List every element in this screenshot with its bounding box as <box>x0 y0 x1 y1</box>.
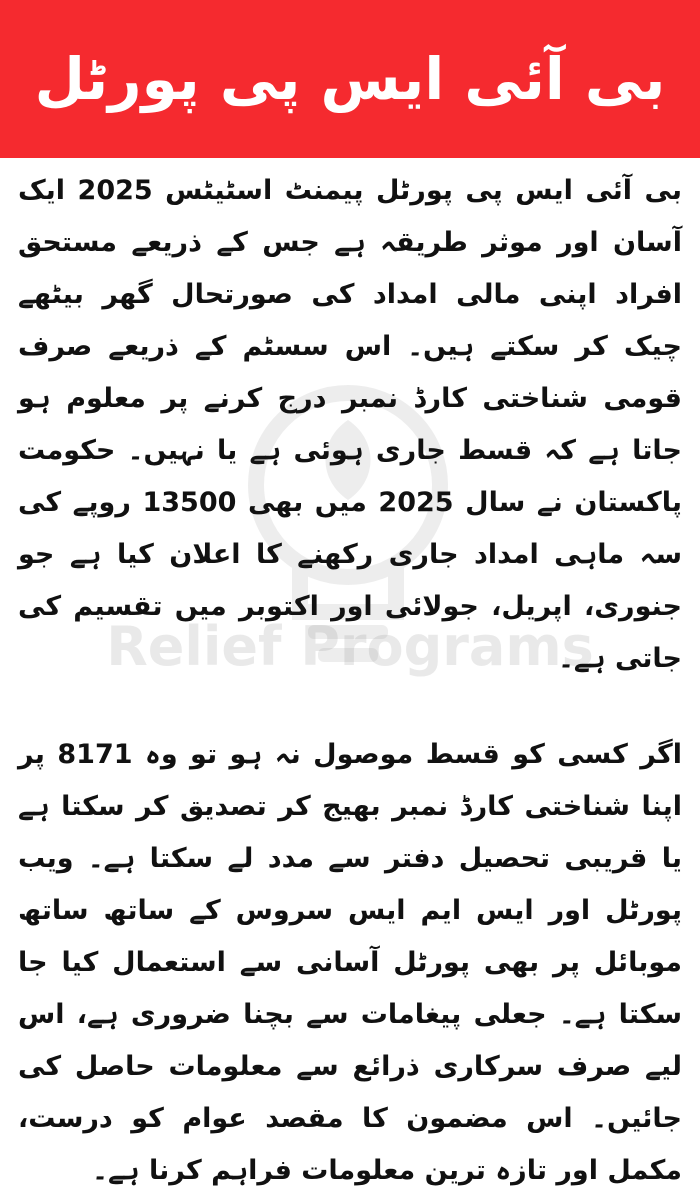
article-paragraph-1: بی آئی ایس پی پورٹل پیمنٹ اسٹیٹس 2025 ایک آسان اور موثر طریقہ ہے جس کے ذریعے مستحق افراد اپنی مالی امداد کی صورتحال گھر بیٹھے چیک کر سکتے ہیں۔ اس سسٹم کے ذریعے صرف قومی شناختی کارڈ نمبر درج کرنے پر معلوم ہو جاتا ہے کہ قسط جاری ہوئی ہے یا نہیں۔ حکومت پاکستان نے سال 2025 میں بھی 13500 روپے کی سہ ماہی امداد جاری رکھنے کا اعلان کیا ہے جو جنوری، اپریل، جولائی اور اکتوبر میں تقسیم کی جاتی ہے۔ <box>18 175 683 674</box>
article-paragraph-2: اگر کسی کو قسط موصول نہ ہو تو وہ 8171 پر اپنا شناختی کارڈ نمبر بھیج کر تصدیق کر سکتا ہے یا قریبی تحصیل دفتر سے مدد لے سکتا ہے۔ ویب پورٹل اور ایس ایم ایس سروس کے ساتھ ساتھ موبائل پر بھی پورٹل آسانی سے استعمال کیا جا سکتا ہے۔ جعلی پیغامات سے بچنا ضروری ہے، اس لیے صرف سرکاری ذرائع سے معلومات حاصل کی جائیں۔ اس مضمون کا مقصد عوام کو درست، مکمل اور تازہ ترین معلومات فراہم کرنا ہے۔ <box>18 739 682 1186</box>
page-title: بی آئی ایس پی پورٹل <box>34 45 666 113</box>
article-body <box>18 165 682 1197</box>
watermark-text: Relief Programs <box>106 615 594 678</box>
header-banner <box>0 0 700 158</box>
